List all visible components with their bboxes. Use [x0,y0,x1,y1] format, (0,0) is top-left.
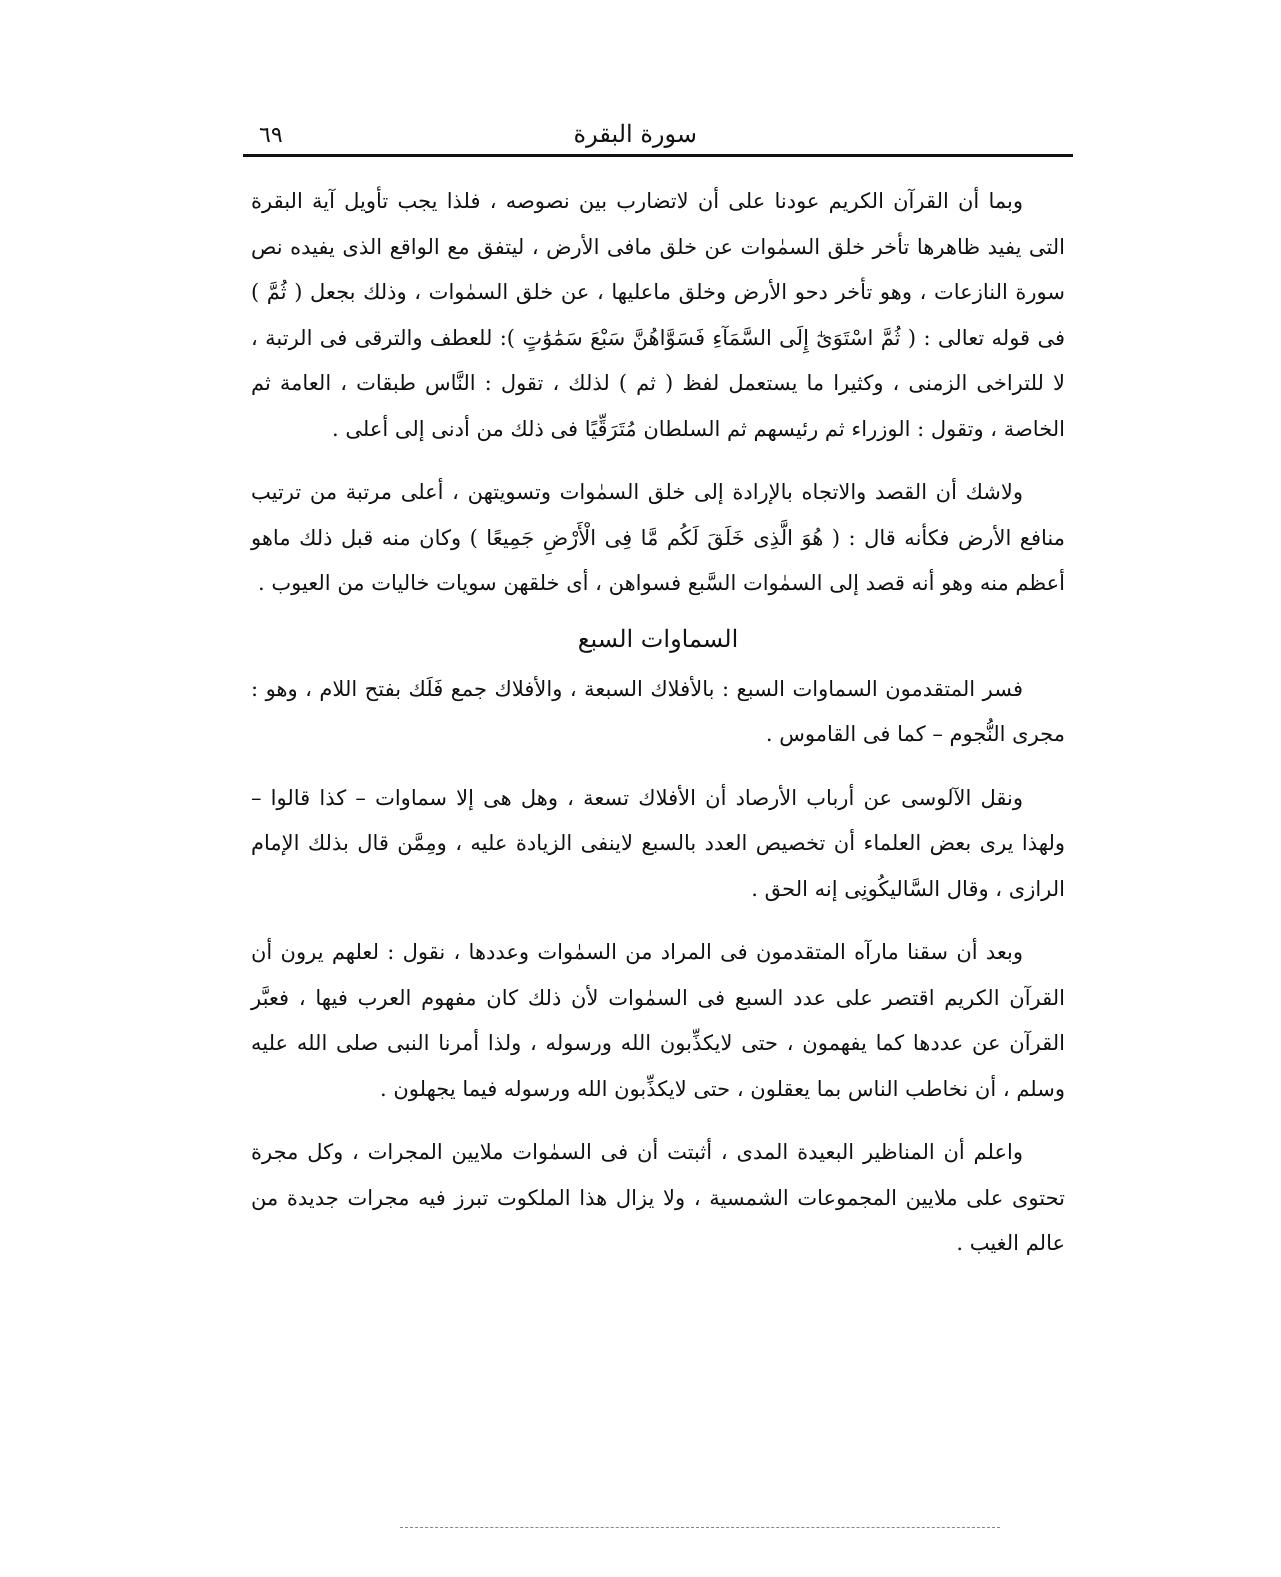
paragraph-4: ونقل الآلوسى عن أرباب الأرصاد أن الأفلاك تسعة ، وهل هى إلا سماوات – كذا قالوا – ولهذا يرى بعض العلماء أن تخصيص العدد بالسبع لاينفى الزيادة عليه ، ومِمَّن قال بذلك الإمام الرازى ، وقال السَّاليكُونِى إنه الحق . [251,785,1065,901]
book-page [243,110,1073,1285]
page-number: ٦٩ [259,123,283,148]
footer-scan-marks [400,1527,1000,1528]
paragraph-6: واعلم أن المناظير البعيدة المدى ، أثبتت أن فى السمٰوات ملايين المجرات ، وكل مجرة تحتوى على ملايين المجموعات الشمسية ، ولا يزال هذا الملكوت تبرز فيه مجرات جديدة من عالم الغيب . [251,1140,1065,1255]
paragraph-2: ولاشك أن القصد والاتجاه بالإرادة إلى خلق السمٰوات وتسويتهن ، أعلى مرتبة من ترتيب منافع الأرض فكأنه قال : ( هُوَ الَّذِى خَلَقَ لَكُم مَّا فِى الْأَرْضِ جَمِيعًا ) وكان منه قبل ذلك ماهو أعظم منه وهو أنه قصد إلى السمٰوات السَّبع فسواهن ، أى خلقهن سويات خاليات من العيوب . [251,480,1065,595]
page-body [243,179,1073,1267]
paragraph-3: فسر المتقدمون السماوات السبع : بالأفلاك السبعة ، والأفلاك جمع فَلَك بفتح اللام ، وهو : مجرى النُّجوم – كما فى القاموس . [251,676,1065,746]
section-heading: السماوات السبع [577,624,739,653]
header-rule [243,154,1073,157]
page-header [243,110,1073,148]
paragraph-1: وبما أن القرآن الكريم عودنا على أن لاتضارب بين نصوصه ، فلذا يجب تأويل آية البقرة التى يفيد ظاهرها تأخر خلق السمٰوات عن خلق مافى الأرض ، ليتفق مع الواقع الذى يفيده نص سورة النازعات ، وهو تأخر دحو الأرض وخلق ماعليها ، عن خلق السمٰوات ، وذلك بجعل ( ثُمَّ ) فى قوله تعالى : ( ثُمَّ اسْتَوَىٰٓ إِلَى السَّمَآءِ فَسَوَّاهُنَّ سَبْعَ سَمَٰوَٰتٍ ): للعطف والترقى فى الرتبة ، لا للتراخى الزمنى ، وكثيرا ما يستعمل لفظ ( ثم ) لذلك ، تقول : النَّاس طبقات ، العامة ثم الخاصة ، وتقول : الوزراء ثم رئيسهم ثم السلطان مُتَرَقِّيًا فى ذلك من أدنى إلى أعلى . [251,189,1065,441]
paragraph-5: وبعد أن سقنا مارآه المتقدمون فى المراد من السمٰوات وعددها ، نقول : لعلهم يرون أن القرآن الكريم اقتصر على عدد السبع فى السمٰوات لأن ذلك كان مفهوم العرب فيها ، فعبَّر القرآن عن عددها كما يفهمون ، حتى لايكذِّبون الله ورسوله ، ولذا أمرنا النبى صلى الله عليه وسلم ، أن نخاطب الناس بما يعقلون ، حتى لايكذِّبون الله ورسوله فيما يجهلون . [251,940,1065,1101]
running-title: سورة البقرة [573,120,697,148]
